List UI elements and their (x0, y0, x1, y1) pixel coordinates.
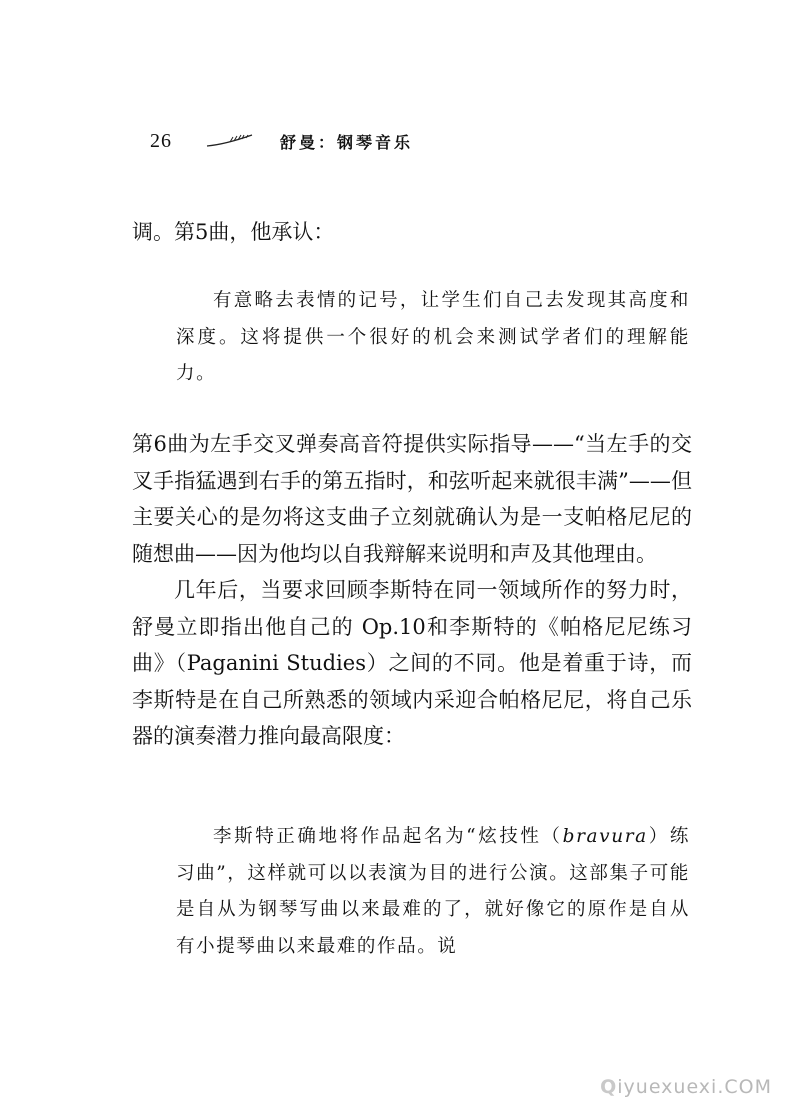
quote-2-text-start: 李斯特正确地将作品起名为“炫技性（ (213, 826, 563, 847)
paragraph-6th-study: 第6曲为左手交叉弹奏高音符提供实际指导——“当左手的交叉手指猛遇到右手的第五指时，和弦听起来就很丰满”——但主要关心的是勿将这支曲子立刻就确认为是一支帕格尼尼的随想曲——因为他均以自我辩解来说明和声及其他理由。 (132, 432, 692, 566)
block-quote-2 (176, 819, 690, 965)
quill-ornament-icon (206, 134, 254, 148)
watermark-initial: Q (600, 1076, 618, 1098)
page-number: 26 (150, 129, 172, 152)
site-watermark (600, 1076, 772, 1098)
block-quote-1 (176, 283, 690, 393)
intro-paragraph (132, 214, 692, 251)
quote-1-text: 有意略去表情的记号，让学生们自己去发现其高度和深度。这将提供一个很好的机会来测试学者们的理解能力。 (176, 290, 690, 384)
intro-text: 调。第5曲，他承认： (132, 220, 335, 244)
page-header (150, 126, 413, 156)
paragraph-liszt-comparison: 几年后，当要求回顾李斯特在同一领域所作的努力时，舒曼立即指出他自己的 Op.10和李斯特的《帕格尼尼练习曲》（Paganini Studies）之间的不同。他是着重于诗，而李斯特是在自己所熟悉的领域内采迎合帕格尼尼，将自己乐器的演奏潜力推向最高限度： (132, 578, 692, 748)
quote-2-text (176, 819, 690, 965)
running-title: 舒曼：钢琴音乐 (280, 132, 414, 152)
watermark-text: iyuexuexi.COM (617, 1076, 772, 1098)
quote-2-text-end: ）练习曲”，这样就可以以表演为目的进行公演。这部集子可能是自从为钢琴写曲以来最难的了，就好像它的原作是自从有小提琴曲以来最难的作品。说 (176, 826, 690, 957)
main-text (132, 426, 692, 755)
bravura-term: bravura (562, 826, 648, 847)
